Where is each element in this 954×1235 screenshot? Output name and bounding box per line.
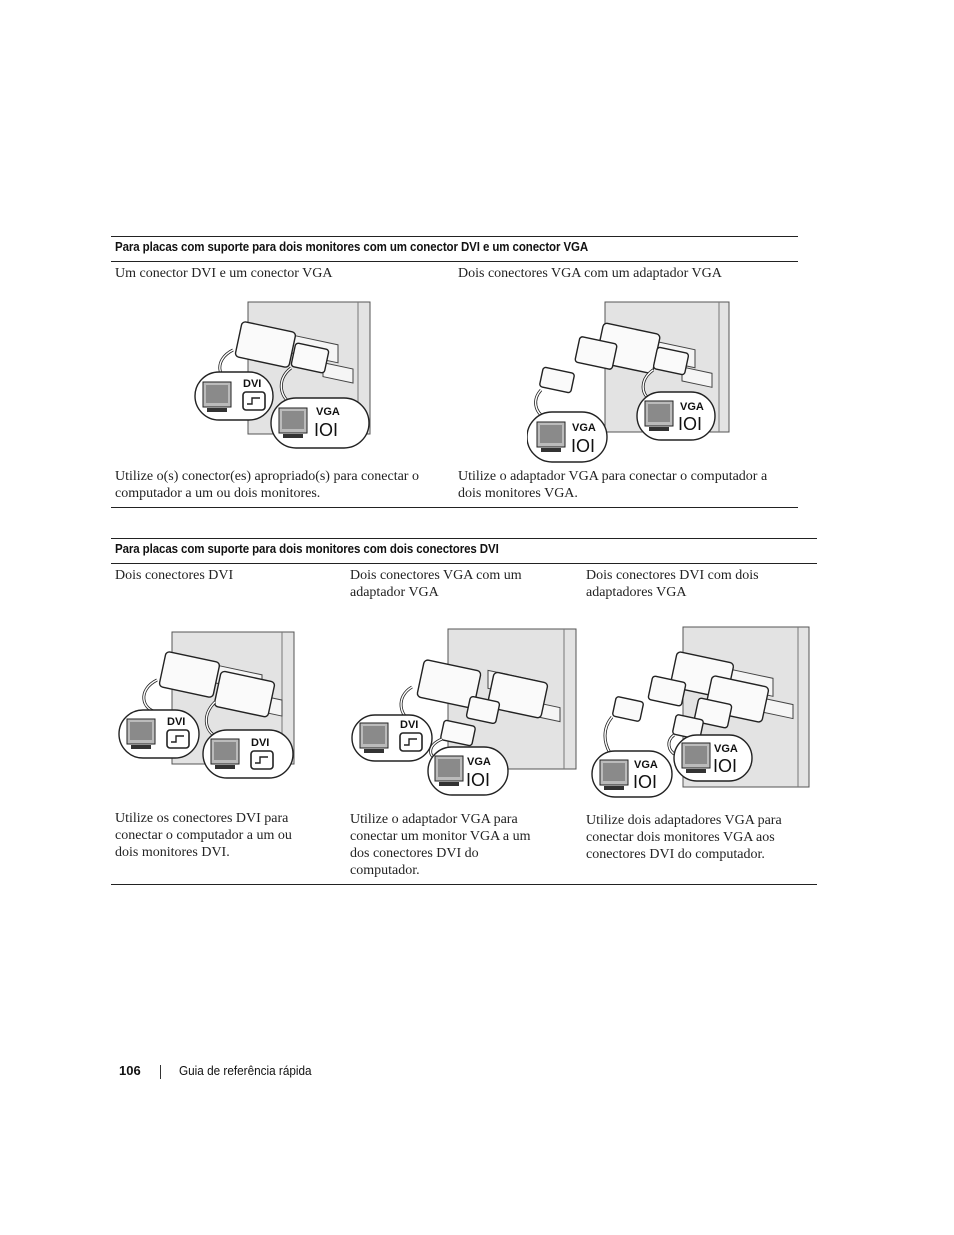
svg-text:IOI: IOI	[571, 436, 596, 456]
figure-two-vga-with-adapter	[527, 300, 732, 465]
footer-title: Guia de referência rápida	[179, 1064, 312, 1078]
figure4-label-2: VGA	[467, 756, 491, 768]
svg-text:IOI: IOI	[466, 770, 491, 790]
svg-text:IOI: IOI	[678, 414, 703, 434]
figure1-label-2: VGA	[316, 406, 340, 418]
figure1-label-1: DVI	[243, 378, 262, 390]
figure-dvi-with-vga-adapter	[350, 627, 580, 797]
table2-col2-heading: Dois conectores VGA com um adaptador VGA	[350, 568, 522, 600]
table1-title: Para placas com suporte para dois monitores com um conector DVI e um conector VGA	[115, 240, 589, 254]
figure4-label-1: DVI	[400, 719, 419, 731]
table2-bottom-rule	[111, 884, 817, 885]
figure2-label-1: VGA	[572, 422, 596, 434]
table2-col3-caption: Utilize dois adaptadores VGA para conectar dois monitores VGA aos conectores DVI do computador.	[586, 813, 782, 862]
table2-top-rule	[111, 538, 817, 539]
table1-col2-heading: Dois conectores VGA com um adaptador VGA	[458, 266, 722, 281]
table2-col1-heading: Dois conectores DVI	[115, 568, 234, 583]
figure-two-dvi-with-two-vga-adapters	[588, 625, 813, 800]
figure3-label-1: DVI	[167, 716, 186, 728]
table1-col1-caption: Utilize o(s) conector(es) apropriado(s) para conectar o computador a um ou dois monitores.	[115, 469, 419, 501]
table1-top-rule	[111, 236, 798, 237]
page-number: 106	[119, 1063, 141, 1078]
figure5-label-2: VGA	[714, 743, 738, 755]
figure-dvi-vga-connectors	[193, 300, 373, 450]
table2-col3-heading: Dois conectores DVI com dois adaptadores VGA	[586, 568, 759, 600]
table1-header-rule	[111, 261, 798, 262]
figure3-label-2: DVI	[251, 737, 270, 749]
figure5-label-1: VGA	[634, 759, 658, 771]
table2-header-rule	[111, 563, 817, 564]
table1-col1-heading: Um conector DVI e um conector VGA	[115, 266, 333, 281]
svg-text:IOI: IOI	[713, 756, 738, 776]
svg-text:IOI: IOI	[314, 420, 339, 440]
table1-bottom-rule	[111, 507, 798, 508]
figure2-label-2: VGA	[680, 401, 704, 413]
figure-two-dvi-connectors	[117, 630, 297, 780]
footer-separator	[160, 1065, 161, 1079]
table2-title: Para placas com suporte para dois monitores com dois conectores DVI	[115, 542, 499, 556]
table1-col2-caption: Utilize o adaptador VGA para conectar o computador a dois monitores VGA.	[458, 469, 768, 501]
table2-col2-caption: Utilize o adaptador VGA para conectar um monitor VGA a um dos conectores DVI do computador.	[350, 812, 531, 878]
svg-text:IOI: IOI	[633, 772, 658, 792]
table2-col1-caption: Utilize os conectores DVI para conectar o computador a um ou dois monitores DVI.	[115, 811, 292, 860]
